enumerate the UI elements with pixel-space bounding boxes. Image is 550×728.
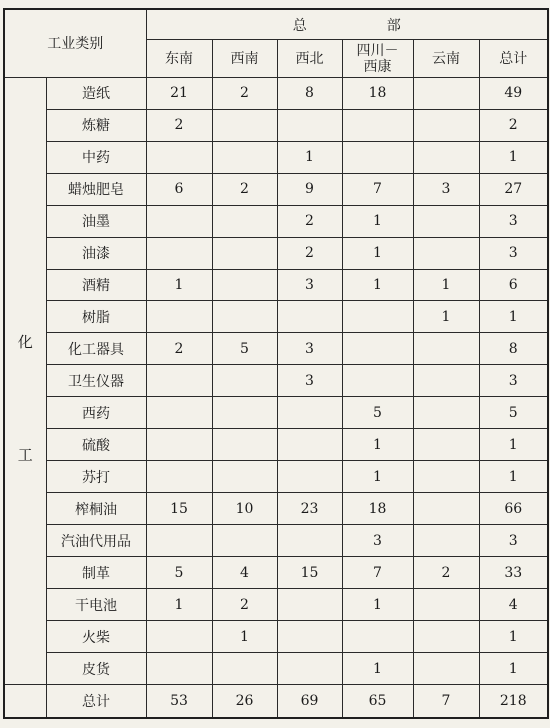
cell-yunnan [413,205,479,237]
row-name: 蜡烛肥皂 [46,173,146,205]
cell-yunnan [413,653,479,685]
row-name: 卫生仪器 [46,365,146,397]
column-header-southwest: 西南 [212,40,277,77]
cell-northwest: 23 [277,493,342,525]
row-name: 干电池 [46,589,146,621]
row-name: 油漆 [46,237,146,269]
cell-sichuan-xikang: 18 [342,77,413,109]
row-name: 造纸 [46,77,146,109]
cell-southeast [146,397,212,429]
industry-statistics-table [3,8,549,719]
row-name: 皮货 [46,653,146,685]
table-row [4,173,548,205]
cell-total: 1 [479,301,548,333]
cell-sichuan-xikang [342,621,413,653]
row-name: 化工器具 [46,333,146,365]
cell-total: 6 [479,269,548,301]
cell-yunnan [413,141,479,173]
row-name: 酒精 [46,269,146,301]
cell-sichuan-xikang: 3 [342,525,413,557]
cell-southwest [212,653,277,685]
cell-sichuan-xikang: 1 [342,237,413,269]
cell-southwest: 10 [212,493,277,525]
cell-yunnan [413,109,479,141]
row-name: 苏打 [46,461,146,493]
cell-sichuan-xikang: 7 [342,557,413,589]
cell-northwest: 9 [277,173,342,205]
cell-northwest: 2 [277,237,342,269]
chemical-industry-group-cell [4,77,46,685]
cell-southwest [212,397,277,429]
cell-southeast [146,653,212,685]
total-yunnan: 7 [413,685,479,718]
cell-sichuan-xikang: 1 [342,653,413,685]
table-row [4,493,548,525]
cell-yunnan [413,77,479,109]
cell-total: 2 [479,109,548,141]
cell-total: 1 [479,141,548,173]
cell-southeast [146,237,212,269]
cell-southwest [212,301,277,333]
region-group-left-char: 总 [292,17,307,34]
total-northwest: 69 [277,685,342,718]
total-southwest: 26 [212,685,277,718]
cell-northwest [277,397,342,429]
cell-southwest [212,461,277,493]
table-row [4,397,548,429]
cell-sichuan-xikang: 1 [342,461,413,493]
cell-sichuan-xikang [342,365,413,397]
cell-total: 3 [479,237,548,269]
row-name: 火柴 [46,621,146,653]
cell-yunnan: 1 [413,301,479,333]
cell-northwest: 3 [277,269,342,301]
table-row [4,429,548,461]
cell-yunnan [413,237,479,269]
cell-sichuan-xikang [342,141,413,173]
cell-total: 66 [479,493,548,525]
cell-yunnan: 1 [413,269,479,301]
cell-total: 3 [479,525,548,557]
cell-sichuan-xikang: 1 [342,205,413,237]
cell-total: 4 [479,589,548,621]
cell-northwest [277,653,342,685]
cell-yunnan: 3 [413,173,479,205]
column-header-sichuan-xikang [342,40,413,77]
column-header-northwest: 西北 [277,40,342,77]
cell-southeast: 1 [146,269,212,301]
cell-northwest: 8 [277,77,342,109]
header-row-top [4,9,548,40]
cell-southeast [146,621,212,653]
cell-southwest: 2 [212,77,277,109]
cell-total: 1 [479,461,548,493]
cell-yunnan [413,365,479,397]
cell-northwest [277,429,342,461]
cell-total: 3 [479,365,548,397]
cell-total: 49 [479,77,548,109]
cell-sichuan-xikang [342,109,413,141]
row-name: 榨桐油 [46,493,146,525]
table-row [4,589,548,621]
column-header-southeast: 东南 [146,40,212,77]
cell-sichuan-xikang [342,301,413,333]
region-group-header [146,9,548,40]
row-name: 汽油代用品 [46,525,146,557]
cell-yunnan [413,589,479,621]
column-header-total: 总计 [479,40,548,77]
cell-southwest [212,205,277,237]
table-row [4,237,548,269]
cell-northwest: 3 [277,333,342,365]
sichuan-xikang-line2: 西康 [363,58,392,75]
cell-total: 1 [479,429,548,461]
cell-northwest: 1 [277,141,342,173]
cell-southwest [212,269,277,301]
cell-northwest [277,461,342,493]
cell-yunnan [413,429,479,461]
total-row-name: 总计 [46,685,146,718]
cell-southwest: 2 [212,173,277,205]
cell-northwest [277,589,342,621]
cell-yunnan [413,621,479,653]
row-name: 硫酸 [46,429,146,461]
cell-southeast: 5 [146,557,212,589]
cell-southwest [212,429,277,461]
cell-southwest [212,141,277,173]
cell-northwest: 15 [277,557,342,589]
cell-southwest [212,525,277,557]
table-row [4,109,548,141]
table-row [4,365,548,397]
table-row [4,205,548,237]
cell-total: 1 [479,621,548,653]
cell-southwest: 1 [212,621,277,653]
cell-southeast: 6 [146,173,212,205]
table-row [4,557,548,589]
row-name: 制革 [46,557,146,589]
cell-southeast: 2 [146,109,212,141]
total-grand: 218 [479,685,548,718]
table-row [4,621,548,653]
row-name: 中药 [46,141,146,173]
cell-total: 27 [479,173,548,205]
total-row-blank [4,685,46,718]
total-southeast: 53 [146,685,212,718]
cell-yunnan [413,333,479,365]
cell-northwest: 3 [277,365,342,397]
cell-southeast [146,301,212,333]
cell-southeast [146,205,212,237]
cell-sichuan-xikang [342,333,413,365]
cell-yunnan [413,461,479,493]
cell-total: 5 [479,397,548,429]
group-label-char-1: 化 [17,332,33,351]
cell-sichuan-xikang: 1 [342,429,413,461]
table-row [4,461,548,493]
table-row [4,77,548,109]
row-name: 油墨 [46,205,146,237]
column-header-yunnan: 云南 [413,40,479,77]
cell-total: 8 [479,333,548,365]
cell-southwest [212,365,277,397]
cell-southeast: 1 [146,589,212,621]
sichuan-xikang-line1: 四川－ [356,42,399,59]
cell-southwest: 5 [212,333,277,365]
table-row [4,269,548,301]
cell-total: 1 [479,653,548,685]
cell-southwest [212,109,277,141]
industry-type-header [4,9,146,77]
cell-southeast [146,141,212,173]
cell-yunnan: 2 [413,557,479,589]
row-name: 西药 [46,397,146,429]
industry-type-label: 工业类别 [47,36,104,53]
cell-yunnan [413,493,479,525]
cell-southeast: 21 [146,77,212,109]
cell-yunnan [413,525,479,557]
cell-yunnan [413,397,479,429]
row-name: 树脂 [46,301,146,333]
cell-northwest: 2 [277,205,342,237]
cell-sichuan-xikang: 18 [342,493,413,525]
cell-total: 33 [479,557,548,589]
group-label-char-2: 工 [17,445,33,464]
cell-sichuan-xikang: 1 [342,269,413,301]
region-group-right-char: 部 [386,17,401,34]
row-name: 炼糖 [46,109,146,141]
cell-sichuan-xikang: 7 [342,173,413,205]
table-row [4,301,548,333]
table-row [4,525,548,557]
cell-sichuan-xikang: 5 [342,397,413,429]
cell-northwest [277,301,342,333]
cell-southeast: 15 [146,493,212,525]
cell-total: 3 [479,205,548,237]
table-row [4,141,548,173]
cell-southwest [212,237,277,269]
cell-southeast: 2 [146,333,212,365]
cell-southwest: 4 [212,557,277,589]
table-row [4,653,548,685]
cell-southeast [146,461,212,493]
total-sichuan-xikang: 65 [342,685,413,718]
table-row [4,333,548,365]
total-row [4,685,548,718]
cell-southeast [146,365,212,397]
cell-southwest: 2 [212,589,277,621]
cell-northwest [277,109,342,141]
cell-sichuan-xikang: 1 [342,589,413,621]
cell-northwest [277,621,342,653]
cell-southeast [146,525,212,557]
cell-northwest [277,525,342,557]
cell-southeast [146,429,212,461]
